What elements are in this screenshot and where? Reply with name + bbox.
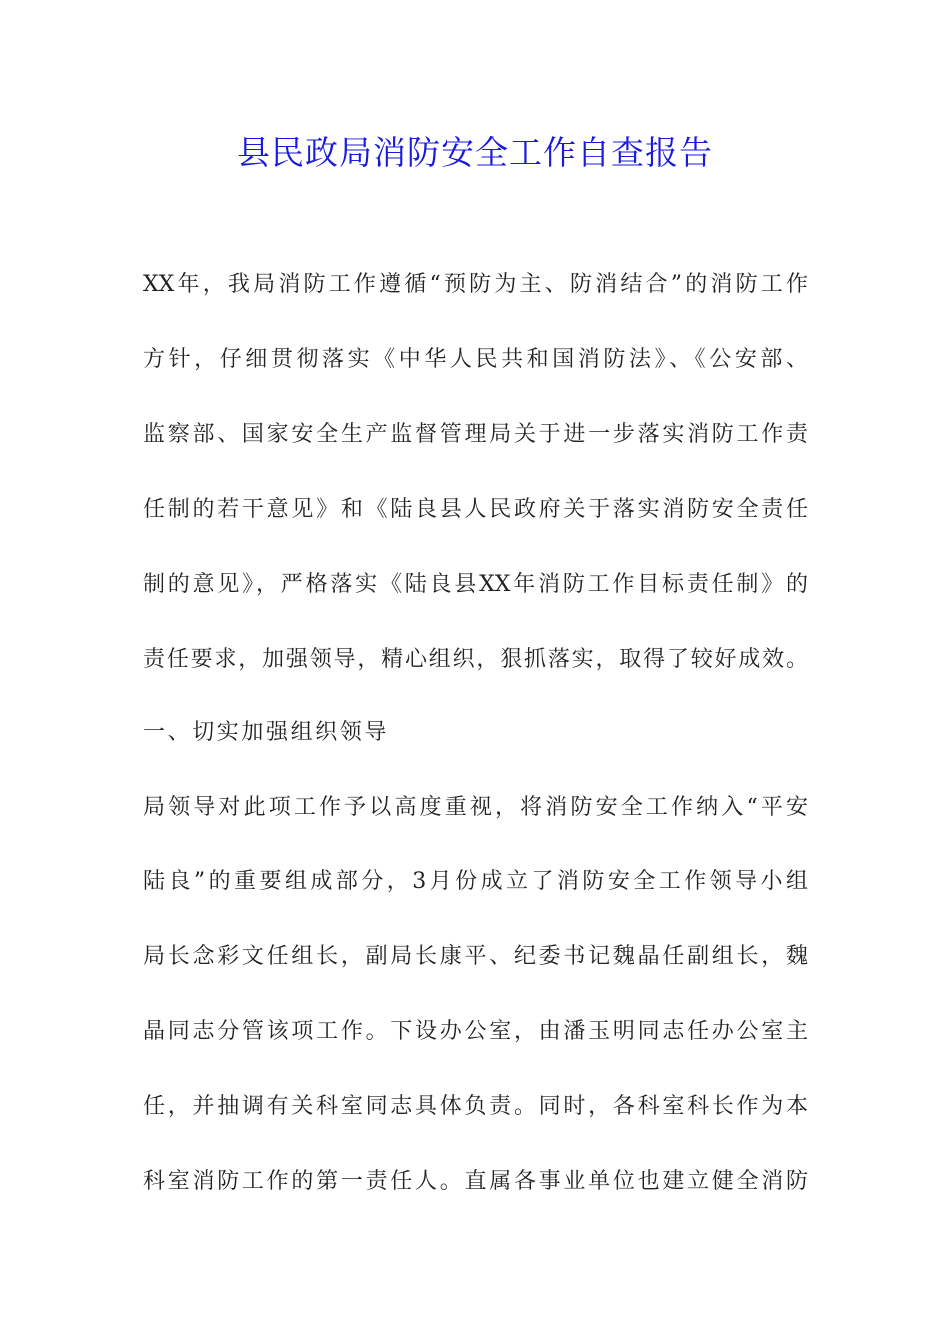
body-line: 制的意见》，严格落实《陆良县XX年消防工作目标责任制》的 [143,572,808,597]
body-line: 局领导对此项工作予以高度重视，将消防安全工作纳入“平安 [143,795,808,820]
body-line: 科室消防工作的第一责任人。直属各事业单位也建立健全消防 [143,1169,808,1194]
document-title: 县民政局消防安全工作自查报告 [237,133,713,172]
body-line: XX年，我局消防工作遵循“预防为主、防消结合”的消防工作 [143,272,808,297]
body-line: 局长念彩文任组长，副局长康平、纪委书记魏晶任副组长，魏 [143,944,808,969]
body-line: 晶同志分管该项工作。下设办公室，由潘玉明同志任办公室主 [143,1019,808,1044]
section-heading: 一、切实加强组织领导 [143,720,390,745]
body-line: 监察部、国家安全生产监督管理局关于进一步落实消防工作责 [143,422,808,447]
body-line: 陆良”的重要组成部分，3月份成立了消防安全工作领导小组 [143,869,808,894]
body-line: 方针，仔细贯彻落实《中华人民共和国消防法》、《公安部、 [143,347,808,372]
body-line: 任制的若干意见》和《陆良县人民政府关于落实消防安全责任 [143,497,808,522]
body-line: 任，并抽调有关科室同志具体负责。同时，各科室科长作为本 [143,1094,808,1119]
body-line: 责任要求，加强领导，精心组织，狠抓落实，取得了较好成效。 [143,647,808,672]
